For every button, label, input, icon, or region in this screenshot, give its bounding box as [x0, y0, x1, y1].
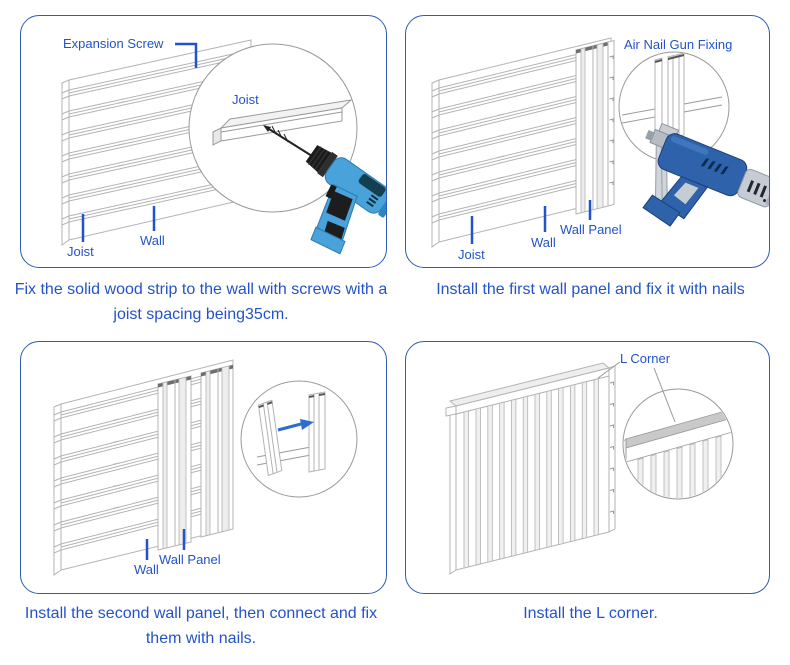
wall-label: Wall: [531, 235, 556, 250]
wall-label: Wall: [134, 562, 159, 577]
magnifier-circle: [241, 381, 357, 497]
joist-detail-label: Joist: [232, 92, 259, 107]
step4-caption: Install the L corner.: [523, 605, 658, 622]
air-nail-gun-label: Air Nail Gun Fixing: [624, 37, 733, 52]
joist-label: Joist: [458, 247, 485, 262]
joist-label: Joist: [67, 244, 94, 259]
step4-illustration: [406, 342, 769, 593]
magnifier-circle: [612, 389, 736, 555]
step2-panel: [405, 15, 770, 268]
step3-caption: Install the second wall panel, then connect and fix them with nails.: [24, 605, 378, 647]
step1-panel: [20, 15, 387, 268]
wall-diagram: [432, 38, 614, 247]
step2-caption: Install the first wall panel and fix it with nails: [436, 281, 745, 298]
wall-panel-label: Wall Panel: [560, 222, 622, 237]
step1-illustration: [21, 16, 386, 267]
wall-diagram: [54, 360, 233, 575]
step3-panel: [20, 341, 387, 594]
expansion-screw-label: Expansion Screw: [63, 36, 164, 51]
finished-wall-panels: [446, 363, 615, 574]
step1-caption: Fix the solid wood strip to the wall with screws with a joist spacing being35cm.: [14, 281, 388, 323]
step4-panel: [405, 341, 770, 594]
first-wall-panel: [576, 41, 614, 215]
panel-profile-right: [309, 392, 325, 472]
wall-panel-label: Wall Panel: [159, 552, 221, 567]
l-corner-label: L Corner: [620, 351, 671, 366]
wall-label: Wall: [140, 233, 165, 248]
